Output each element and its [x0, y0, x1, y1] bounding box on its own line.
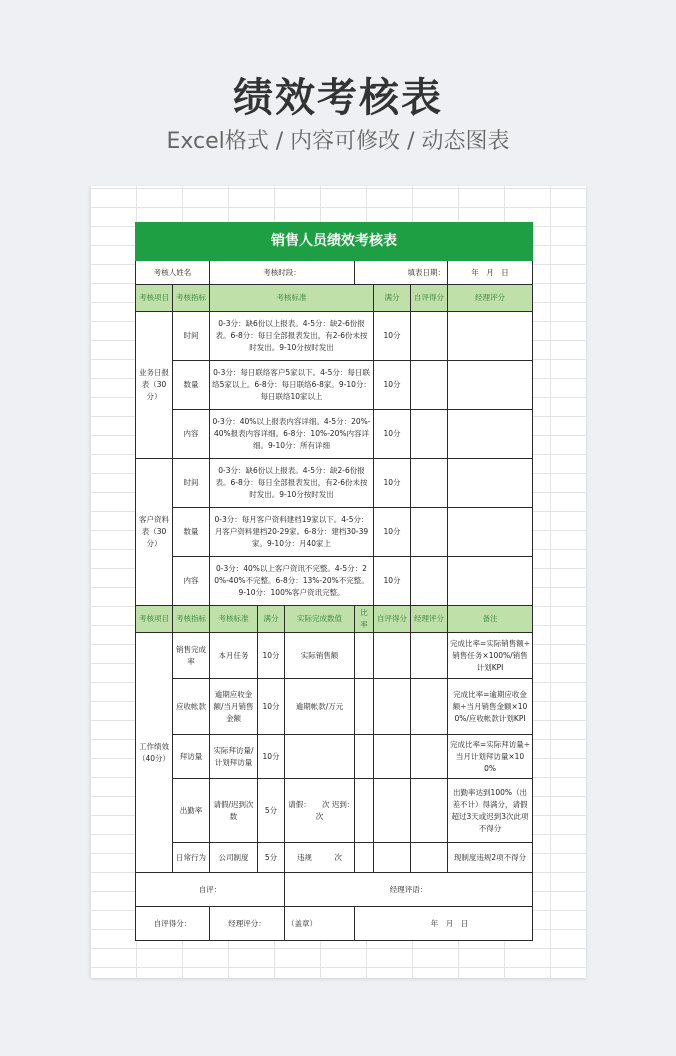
- self-score-total[interactable]: 自评得分：: [136, 907, 210, 941]
- header-full-score: 满分: [374, 285, 411, 312]
- period-label: 考核时段：: [210, 261, 355, 285]
- full-score-cell: 10分: [258, 735, 285, 779]
- indicator-cell: 应收帐款: [173, 679, 210, 735]
- full-score-cell: 5分: [258, 843, 285, 873]
- standard-cell: 0-3分：每月客户资料建档19家以下。4-5分：月客户资料建档20-29家。6-8分：建档30-39家。9-10分：月40家上: [210, 508, 374, 557]
- manager-score-cell[interactable]: [411, 679, 448, 735]
- indicator-cell: 拜访量: [173, 735, 210, 779]
- standard-cell: 本月任务: [210, 633, 258, 679]
- standard-cell: 0-3分：缺6份以上报表。4-5分：缺2-6份报表。6-8分：每日全部报表发出，有2-6份未按时发出。9-10分按时发出: [210, 459, 374, 508]
- manager-score-cell[interactable]: [448, 557, 533, 606]
- form-title: 销售人员绩效考核表: [136, 223, 533, 261]
- standard-cell: 逾期应收金额/当月销售金额: [210, 679, 258, 735]
- group-work-performance: 工作绩效（40分）: [136, 633, 173, 873]
- self-score-cell[interactable]: [374, 779, 411, 843]
- full-score-cell: 10分: [374, 410, 411, 459]
- self-score-cell[interactable]: [411, 312, 448, 361]
- header-standard: 考核标准: [210, 285, 374, 312]
- indicator-cell: 内容: [173, 557, 210, 606]
- remark-cell: 完成比率=实际拜访量÷当月计划拜访量×100%: [448, 735, 533, 779]
- full-score-cell: 10分: [374, 459, 411, 508]
- remark-cell: 完成比率=逾期应收金额÷当月销售金额×100%/应收帐款计划KPI: [448, 679, 533, 735]
- manager-score-cell[interactable]: [448, 459, 533, 508]
- ratio-cell[interactable]: [355, 735, 374, 779]
- ratio-cell[interactable]: [355, 843, 374, 873]
- self-score-cell[interactable]: [374, 735, 411, 779]
- ratio-cell[interactable]: [355, 779, 374, 843]
- performance-form: [135, 222, 533, 941]
- remark-cell: 出勤率达到100%（出差不计）得满分，请假超过3天或迟到3次此项不得分: [448, 779, 533, 843]
- self-score-cell[interactable]: [374, 679, 411, 735]
- full-score-cell: 10分: [374, 312, 411, 361]
- page-subtitle: Excel格式 / 内容可修改 / 动态图表: [166, 129, 510, 154]
- header-self-score: 自评得分: [374, 606, 411, 633]
- full-score-cell: 10分: [258, 679, 285, 735]
- group-daily-report: 业务日报表（30分）: [136, 312, 173, 459]
- standard-cell: 0-3分：40%以上报表内容详细。4-5分：20%-40%报表内容详细。6-8分：10%-20%内容详细。9-10分：所有详细: [210, 410, 374, 459]
- full-score-cell: 5分: [258, 779, 285, 843]
- examinee-name-label: 考核人姓名: [136, 261, 210, 285]
- indicator-cell: 内容: [173, 410, 210, 459]
- standard-cell: 公司制度: [210, 843, 258, 873]
- indicator-cell: 销售完成率: [173, 633, 210, 679]
- indicator-cell: 出勤率: [173, 779, 210, 843]
- standard-cell: 0-3分：每日联络客户5家以下。4-5分：每日联络5家以上。6-8分：每日联络6-8家。9-10分：每日联络10家以上: [210, 361, 374, 410]
- manager-score-cell[interactable]: [411, 843, 448, 873]
- self-score-cell[interactable]: [374, 843, 411, 873]
- indicator-cell: 数量: [173, 361, 210, 410]
- spreadsheet-preview: [90, 186, 586, 978]
- self-score-cell[interactable]: [411, 557, 448, 606]
- group-customer-data: 客户资料表（30分）: [136, 459, 173, 606]
- indicator-cell: 数量: [173, 508, 210, 557]
- header-standard: 考核标准: [210, 606, 258, 633]
- manager-score-cell[interactable]: [411, 633, 448, 679]
- manager-score-cell[interactable]: [448, 312, 533, 361]
- standard-cell: 请假/迟到次数: [210, 779, 258, 843]
- fill-date-value: 年 月 日: [448, 261, 533, 285]
- self-score-cell[interactable]: [411, 361, 448, 410]
- header-actual-value: 实际完成数值: [285, 606, 355, 633]
- self-score-cell[interactable]: [411, 459, 448, 508]
- full-score-cell: 10分: [258, 633, 285, 679]
- header-item: 考核项目: [136, 285, 173, 312]
- header-remark: 备注: [448, 606, 533, 633]
- page-title: 绩效考核表: [233, 75, 443, 121]
- standard-cell: 0-3分：40%以上客户资讯不完整。4-5分：20%-40%不完整。6-8分：13%-20%不完整。9-10分：100%客户资讯完整。: [210, 557, 374, 606]
- manager-score-total[interactable]: 经理评分：: [210, 907, 285, 941]
- indicator-cell: 日常行为: [173, 843, 210, 873]
- header-indicator: 考核指标: [173, 285, 210, 312]
- remark-cell: 现制度违规2项不得分: [448, 843, 533, 873]
- manager-score-cell[interactable]: [411, 735, 448, 779]
- full-score-cell: 10分: [374, 557, 411, 606]
- actual-value-cell: 违规 次: [285, 843, 355, 873]
- manager-score-cell[interactable]: [448, 361, 533, 410]
- actual-value-cell: 实际销售额: [285, 633, 355, 679]
- self-score-cell[interactable]: [374, 633, 411, 679]
- actual-value-cell: 请假： 次 迟到： 次: [285, 779, 355, 843]
- manager-comment-field[interactable]: 经理评语：: [285, 873, 533, 907]
- self-evaluation-field[interactable]: 自评：: [136, 873, 285, 907]
- self-score-cell[interactable]: [411, 410, 448, 459]
- remark-cell: 完成比率=实际销售额÷销售任务×100%/销售计划KPI: [448, 633, 533, 679]
- manager-score-cell[interactable]: [448, 410, 533, 459]
- header-manager-score: 经理评分: [411, 606, 448, 633]
- full-score-cell: 10分: [374, 361, 411, 410]
- indicator-cell: 时间: [173, 459, 210, 508]
- standard-cell: 实际拜访量/计划拜访量: [210, 735, 258, 779]
- self-score-cell[interactable]: [411, 508, 448, 557]
- header-self-score: 自评得分: [411, 285, 448, 312]
- header-full-score: 满分: [258, 606, 285, 633]
- header-indicator: 考核指标: [173, 606, 210, 633]
- actual-value-cell: [285, 735, 355, 779]
- ratio-cell[interactable]: [355, 679, 374, 735]
- fill-date-label: 填表日期：: [355, 261, 448, 285]
- manager-score-cell[interactable]: [448, 508, 533, 557]
- full-score-cell: 10分: [374, 508, 411, 557]
- header-manager-score: 经理评分: [448, 285, 533, 312]
- indicator-cell: 时间: [173, 312, 210, 361]
- standard-cell: 0-3分：缺6份以上报表。4-5分：缺2-6份报表。6-8分：每日全部报表发出，有2-6份未按时发出。9-10分按时发出: [210, 312, 374, 361]
- seal-label: （盖章）: [285, 907, 355, 941]
- sign-date: 年 月 日: [355, 907, 533, 941]
- header-ratio: 比率: [355, 606, 374, 633]
- header-item: 考核项目: [136, 606, 173, 633]
- manager-score-cell[interactable]: [411, 779, 448, 843]
- ratio-cell[interactable]: [355, 633, 374, 679]
- actual-value-cell: 逾期帐款/万元: [285, 679, 355, 735]
